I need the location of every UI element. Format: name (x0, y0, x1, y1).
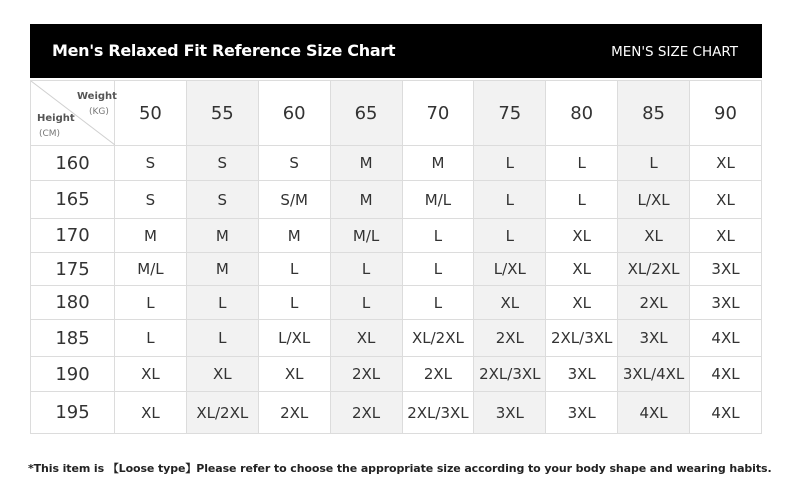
size-cell: S (258, 146, 330, 181)
table-row (31, 253, 762, 286)
size-cell: M (330, 146, 402, 181)
size-cell: S (186, 146, 258, 181)
size-cell: M (186, 219, 258, 253)
size-cell: XL/2XL (186, 392, 258, 434)
size-chart-body (31, 146, 762, 434)
size-cell: L (258, 253, 330, 286)
size-cell: XL (474, 286, 546, 320)
size-cell: XL (690, 146, 762, 181)
size-cell: S (186, 181, 258, 219)
corner-header-cell (31, 81, 115, 146)
size-cell: 2XL/3XL (474, 357, 546, 392)
size-cell: M (330, 181, 402, 219)
size-cell: L (186, 286, 258, 320)
size-cell: M/L (330, 219, 402, 253)
size-cell: 3XL (546, 357, 618, 392)
size-cell: 2XL (330, 357, 402, 392)
size-cell: XL (690, 181, 762, 219)
size-cell: 2XL (474, 320, 546, 357)
size-cell: L (402, 286, 474, 320)
size-cell: L (618, 146, 690, 181)
size-cell: L (115, 320, 187, 357)
weight-header-55: 55 (186, 81, 258, 146)
height-cell: 175 (31, 253, 115, 286)
table-row (31, 146, 762, 181)
size-cell: L (474, 146, 546, 181)
size-cell: L/XL (258, 320, 330, 357)
height-cell: 185 (31, 320, 115, 357)
chart-header (30, 24, 762, 78)
size-cell: 3XL/4XL (618, 357, 690, 392)
size-cell: M/L (402, 181, 474, 219)
size-cell: 4XL (690, 357, 762, 392)
size-cell: M (115, 219, 187, 253)
size-cell: L (115, 286, 187, 320)
size-cell: L (546, 146, 618, 181)
size-cell: L (330, 286, 402, 320)
size-cell: XL (115, 392, 187, 434)
height-cell: 180 (31, 286, 115, 320)
size-cell: 4XL (690, 320, 762, 357)
weight-header-65: 65 (330, 81, 402, 146)
size-cell: L/XL (474, 253, 546, 286)
size-cell: L (402, 253, 474, 286)
height-cell: 195 (31, 392, 115, 434)
height-cell: 190 (31, 357, 115, 392)
size-cell: 2XL/3XL (546, 320, 618, 357)
size-cell: XL (115, 357, 187, 392)
size-cell: 3XL (474, 392, 546, 434)
weight-header-90: 90 (690, 81, 762, 146)
size-cell: M (402, 146, 474, 181)
weight-header-75: 75 (474, 81, 546, 146)
weight-header-60: 60 (258, 81, 330, 146)
size-cell: L (258, 286, 330, 320)
size-cell: XL (618, 219, 690, 253)
size-cell: M/L (115, 253, 187, 286)
size-cell: M (258, 219, 330, 253)
table-row (31, 357, 762, 392)
weight-header-80: 80 (546, 81, 618, 146)
size-cell: 4XL (618, 392, 690, 434)
weight-header-70: 70 (402, 81, 474, 146)
size-cell: 3XL (690, 253, 762, 286)
weight-header-row (31, 81, 762, 146)
size-cell: L (186, 320, 258, 357)
size-cell: L (546, 181, 618, 219)
size-cell: XL (546, 286, 618, 320)
size-cell: XL (546, 219, 618, 253)
size-cell: 2XL (330, 392, 402, 434)
footnote: *This item is 【Loose type】Please refer to choose the appropriate size according to your body shape and wearing habits. (28, 462, 772, 475)
size-cell: L (474, 219, 546, 253)
size-cell: 3XL (618, 320, 690, 357)
size-cell: 3XL (546, 392, 618, 434)
weight-header-85: 85 (618, 81, 690, 146)
size-cell: XL (330, 320, 402, 357)
height-cell: 160 (31, 146, 115, 181)
height-cell: 170 (31, 219, 115, 253)
size-cell: S (115, 181, 187, 219)
weight-unit-label: (KG) (89, 107, 109, 117)
size-cell: 2XL (618, 286, 690, 320)
size-cell: 2XL (258, 392, 330, 434)
size-cell: S/M (258, 181, 330, 219)
table-row (31, 392, 762, 434)
size-cell: S (115, 146, 187, 181)
weight-axis-label: Weight (77, 91, 117, 102)
height-unit-label: (CM) (39, 129, 61, 139)
table-row (31, 320, 762, 357)
size-cell: 2XL (402, 357, 474, 392)
size-chart-table (30, 80, 762, 434)
size-cell: XL/2XL (402, 320, 474, 357)
height-axis-label: Height (37, 113, 75, 124)
size-cell: L (330, 253, 402, 286)
weight-header-50: 50 (115, 81, 187, 146)
size-cell: 2XL/3XL (402, 392, 474, 434)
table-row (31, 219, 762, 253)
table-row (31, 181, 762, 219)
size-cell: XL/2XL (618, 253, 690, 286)
size-cell: XL (186, 357, 258, 392)
size-cell: L (474, 181, 546, 219)
size-cell: XL (258, 357, 330, 392)
table-row (31, 286, 762, 320)
size-cell: 3XL (690, 286, 762, 320)
height-cell: 165 (31, 181, 115, 219)
chart-title: Men's Relaxed Fit Reference Size Chart (52, 41, 396, 60)
chart-subtitle: MEN'S SIZE CHART (611, 44, 738, 60)
size-cell: XL (690, 219, 762, 253)
size-cell: M (186, 253, 258, 286)
size-cell: L (402, 219, 474, 253)
size-cell: L/XL (618, 181, 690, 219)
size-cell: XL (546, 253, 618, 286)
size-cell: 4XL (690, 392, 762, 434)
